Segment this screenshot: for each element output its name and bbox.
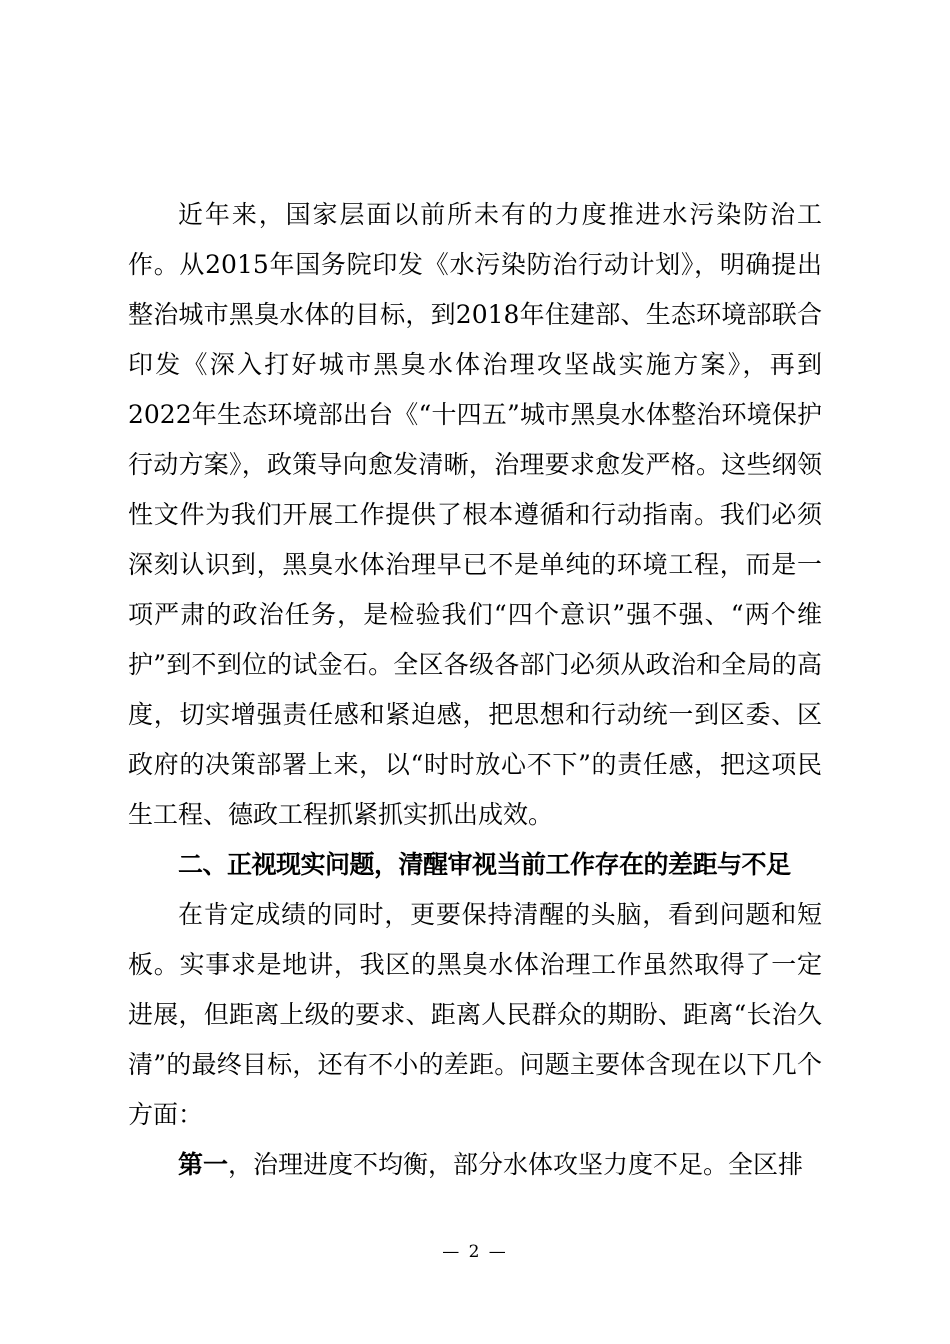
paragraph-problems-intro: 在肯定成绩的同时，更要保持清醒的头脑，看到问题和短板。实事求是地讲，我区的黑臭水体治理工作虽然取得了一定进展，但距离上级的要求、距离人民群众的期盼、距离“长治久清”的最终目标，还有不小的差距。问题主要体含现在以下几个方面： <box>128 900 822 1129</box>
point-one-lead: 第一 <box>178 1150 229 1179</box>
document-body <box>128 190 822 1190</box>
section-heading-two: 二、正视现实问题，清醒审视当前工作存在的差距与不足 <box>178 850 791 879</box>
paragraph-policy-background: 近年来，国家层面以前所未有的力度推进水污染防治工作。从2015年国务院印发《水污染防治行动计划》，明确提出整治城市黑臭水体的目标，到2018年住建部、生态环境部联合印发《深入打好城市黑臭水体治理攻坚战实施方案》，再到2022年生态环境部出台《“十四五”城市黑臭水体整治环境保护行动方案》，政策导向愈发清晰，治理要求愈发严格。这些纲领性文件为我们开展工作提供了根本遵循和行动指南。我们必须深刻认识到，黑臭水体治理早已不是单纯的环境工程，而是一项严肃的政治任务，是检验我们“四个意识”强不强、“两个维护”到不到位的试金石。全区各级各部门必须从政治和全局的高度，切实增强责任感和紧迫感，把思想和行动统一到区委、区政府的决策部署上来，以“时时放心不下”的责任感，把这项民生工程、德政工程抓紧抓实抓出成效。 <box>128 200 822 829</box>
paragraph-point-one <box>128 1140 822 1190</box>
point-one-text: ，治理进度不均衡，部分水体攻坚力度不足。全区排 <box>228 1150 804 1179</box>
page-number: — 2 — <box>442 1242 508 1262</box>
